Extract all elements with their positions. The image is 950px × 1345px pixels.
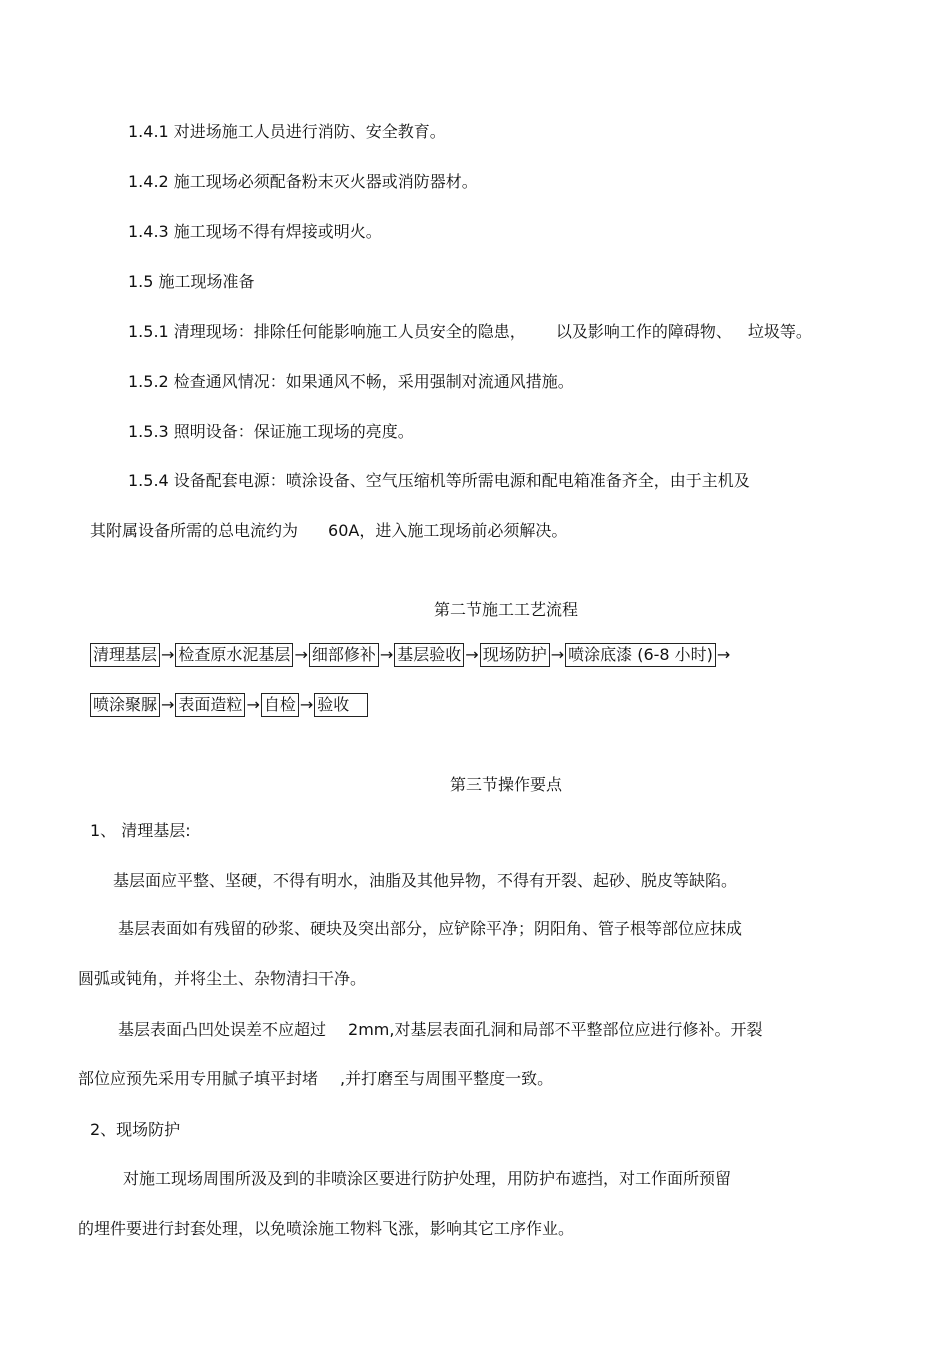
heading-1-5: 1.5 施工现场准备: [128, 272, 255, 291]
section-2-title: 第二节施工工艺流程: [433, 600, 578, 619]
arrow-icon: →: [550, 645, 565, 664]
flow-step-surface-granulation: 表面造粒: [175, 693, 245, 717]
flow-row-1: [90, 642, 731, 668]
paragraph-flatness-line-1: [118, 1019, 762, 1041]
paragraph-base-residue-line-1: 基层表面如有残留的砂浆、硬块及突出部分，应铲除平净；阴阳角、管子根等部位应抹成: [118, 919, 743, 938]
flow-row-2: [90, 692, 368, 718]
flow-step-site-protection: 现场防护: [480, 643, 550, 667]
flow-step-clean-base: 清理基层: [90, 643, 160, 667]
paragraph-protection-line-1: 对施工现场周围所汲及到的非喷涂区要进行防护处理，用防护布遮挡，对工作面所预留: [123, 1169, 732, 1188]
paragraph-1-5-1: [128, 321, 812, 343]
paragraph-1-5-4-part-b: 其附属设备所需的总电流约为: [90, 521, 299, 540]
arrow-icon: →: [161, 645, 175, 664]
arrow-icon: →: [379, 645, 394, 664]
paragraph-base-requirements: 基层面应平整、坚硬，不得有明水，油脂及其他异物，不得有开裂、起砂、脱皮等缺陷。: [113, 871, 738, 890]
paragraph-1-5-1-part-c: 垃圾等。: [747, 322, 812, 341]
heading-clean-base: 1、 清理基层:: [90, 821, 191, 840]
flow-step-base-acceptance: 基层验收: [394, 643, 464, 667]
paragraph-1-5-4-part-c: 60A，进入施工现场前必须解决。: [328, 521, 568, 540]
flow-step-check-cement-base: 检查原水泥基层: [175, 643, 293, 667]
paragraph-1-5-4-line-1: 1.5.4 设备配套电源：喷涂设备、空气压缩机等所需电源和配电箱准备齐全，由于主机及: [128, 471, 750, 490]
paragraph-flatness-part-a: 基层表面凸凹处误差不应超过: [118, 1020, 327, 1039]
flow-step-self-inspection: 自检: [261, 693, 299, 717]
paragraph-base-residue-line-2: 圆弧或钝角，并将尘土、杂物清扫干净。: [78, 969, 367, 988]
flow-step-spray-primer: 喷涂底漆 (6-8 小时): [565, 643, 716, 667]
paragraph-1-5-3: 1.5.3 照明设备：保证施工现场的亮度。: [128, 422, 414, 441]
paragraph-1-5-4-line-2: [90, 520, 567, 542]
paragraph-1-5-2: 1.5.2 检查通风情况：如果通风不畅，采用强制对流通风措施。: [128, 372, 574, 391]
paragraph-1-4-3: 1.4.3 施工现场不得有焊接或明火。: [128, 222, 382, 241]
paragraph-protection-line-2: 的埋件要进行封套处理，以免喷涂施工物料飞涨，影响其它工序作业。: [78, 1219, 575, 1238]
paragraph-1-5-1-part-b: 以及影响工作的障碍物、: [555, 322, 732, 341]
arrow-icon: →: [161, 695, 175, 714]
arrow-icon: →: [465, 645, 479, 664]
flow-step-acceptance: 验收: [314, 693, 368, 717]
paragraph-flatness-part-c: 部位应预先采用专用腻子填平封堵: [78, 1069, 319, 1088]
arrow-icon: →: [299, 695, 314, 714]
flow-step-spray-polyurea: 喷涂聚脲: [90, 693, 160, 717]
paragraph-1-4-2: 1.4.2 施工现场必须配备粉末灭火器或消防器材。: [128, 172, 478, 191]
paragraph-flatness-part-b: 2mm,对基层表面孔洞和局部不平整部位应进行修补。开裂: [348, 1020, 763, 1039]
paragraph-flatness-line-2: [78, 1068, 553, 1090]
paragraph-1-5-1-part-a: 1.5.1 清理现场：排除任何能影响施工人员安全的隐患，: [128, 322, 526, 341]
paragraph-flatness-part-d: ,并打磨至与周围平整度一致。: [340, 1069, 554, 1088]
arrow-icon: →: [716, 645, 731, 664]
arrow-icon: →: [246, 695, 260, 714]
section-3-title: 第三节操作要点: [449, 775, 562, 794]
arrow-icon: →: [294, 645, 308, 664]
flow-step-detail-repair: 细部修补: [309, 643, 379, 667]
heading-site-protection: 2、现场防护: [90, 1120, 181, 1139]
paragraph-1-4-1: 1.4.1 对进场施工人员进行消防、安全教育。: [128, 122, 446, 141]
